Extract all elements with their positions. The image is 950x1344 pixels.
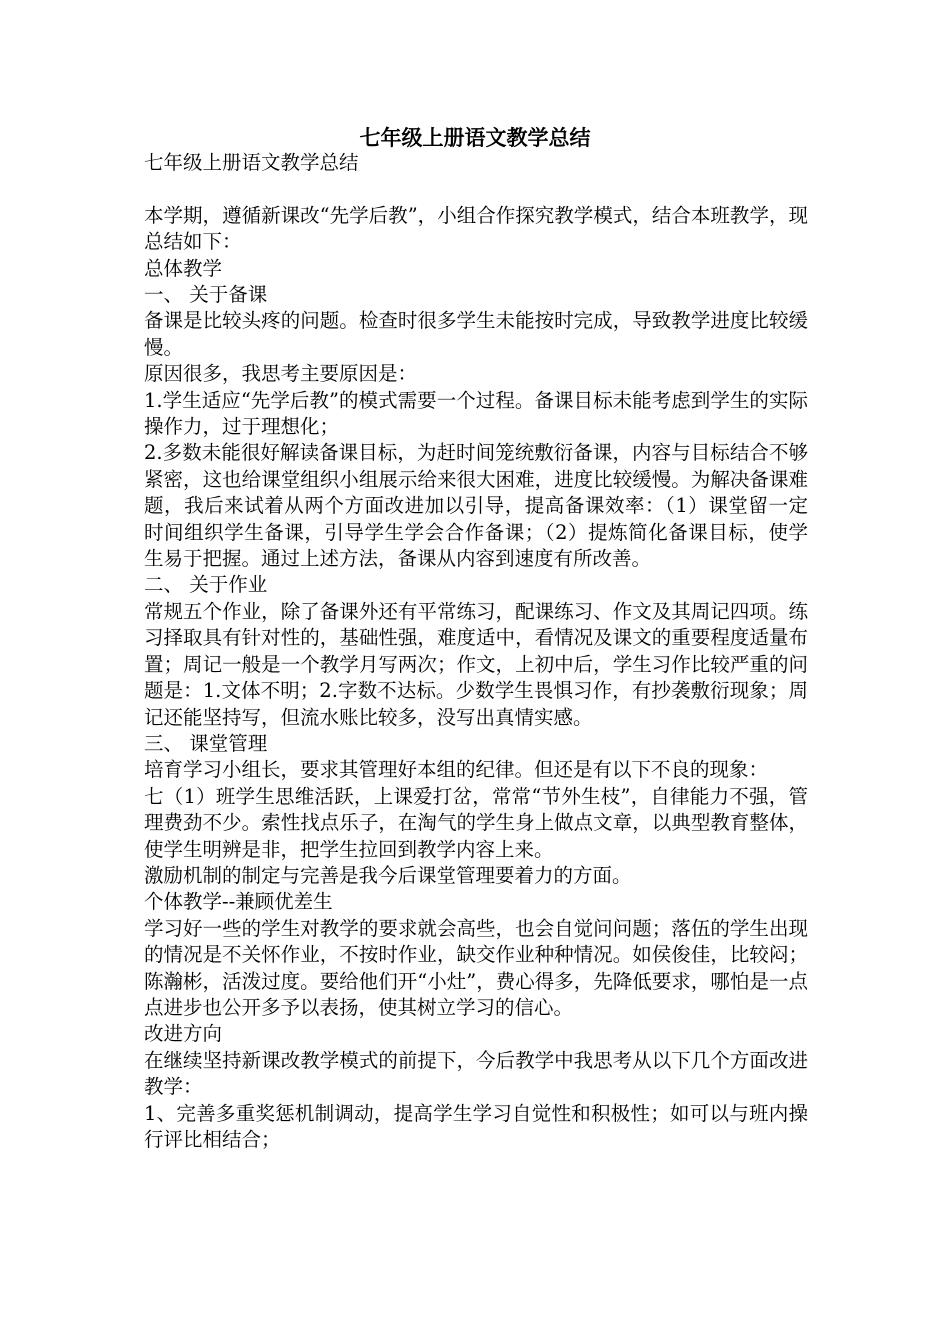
paragraph: 个体教学--兼顾优差生: [144, 890, 333, 914]
paragraph: 本学期，遵循新课改“先学后教”，小组合作探究教学模式，结合本班教学，现总结如下：: [144, 203, 808, 254]
document-body: [144, 150, 808, 1153]
paragraph: 在继续坚持新课改教学模式的前提下，今后教学中我思考从以下几个方面改进教学：: [144, 1048, 808, 1099]
paragraph: 二、 关于作业: [144, 573, 268, 597]
blank-line: [144, 176, 808, 202]
paragraph: 1、完善多重奖惩机制调动，提高学生学习自觉性和积极性；如可以与班内操行评比相结合；: [144, 1101, 808, 1152]
paragraph: 总体教学: [144, 256, 223, 280]
paragraph: 激励机制的制定与完善是我今后课堂管理要着力的方面。: [144, 863, 632, 887]
paragraph: 培育学习小组长，要求其管理好本组的纪律。但还是有以下不良的现象：: [144, 758, 769, 782]
paragraph: 三、 课堂管理: [144, 731, 268, 755]
paragraph: 一、 关于备课: [144, 283, 268, 307]
paragraph: 原因很多，我思考主要原因是：: [144, 362, 418, 386]
paragraph: 七年级上册语文教学总结: [144, 151, 359, 174]
paragraph: 七（1）班学生思维活跃，上课爱打岔，常常“节外生枝”，自律能力不强，管理费劲不少。索性找点乐子，在淘气的学生身上做点文章，以典型教育整体，使学生明辨是非，把学生拉回到教学内容上来。: [144, 784, 808, 861]
paragraph: 1.学生适应“先学后教”的模式需要一个过程。备课目标未能考虑到学生的实际操作力，过于理想化；: [144, 388, 808, 439]
paragraph: 改进方向: [144, 1022, 223, 1046]
document-title: 七年级上册语文教学总结: [359, 125, 591, 150]
paragraph: 备课是比较头疼的问题。检查时很多学生未能按时完成，导致教学进度比较缓慢。: [144, 309, 808, 359]
paragraph: 常规五个作业，除了备课外还有平常练习，配课练习、作文及其周记四项。练习择取具有针对性的，基础性强，难度适中，看情况及课文的重要程度适量布置；周记一般是一个教学月写两次；作文，上初中后，学生习作比较严重的问题是：1.文体不明；2.字数不达标。少数学生畏惧习作，有抄袭敷衍现象；周记还能坚持写，但流水账比较多，没写出真情实感。: [144, 599, 808, 729]
paragraph: 学习好一些的学生对教学的要求就会高些，也会自觉问问题；落伍的学生出现的情况是不关怀作业，不按时作业，缺交作业种种情况。如侯俊佳，比较闷；陈瀚彬，活泼过度。要给他们开“小灶”，费心得多，先降低要求，哪怕是一点点进步也公开多予以表扬，使其树立学习的信心。: [144, 916, 808, 1019]
paragraph: 2.多数未能很好解读备课目标，为赶时间笼统敷衍备课，内容与目标结合不够紧密，这也给课堂组织小组展示给来很大困难，进度比较缓慢。为解决备课难题，我后来试着从两个方面改进加以引导，提高备课效率：（1）课堂留一定时间组织学生备课，引导学生学会合作备课；（2）提炼简化备课目标，使学生易于把握。通过上述方法，备课从内容到速度有所改善。: [144, 441, 808, 571]
